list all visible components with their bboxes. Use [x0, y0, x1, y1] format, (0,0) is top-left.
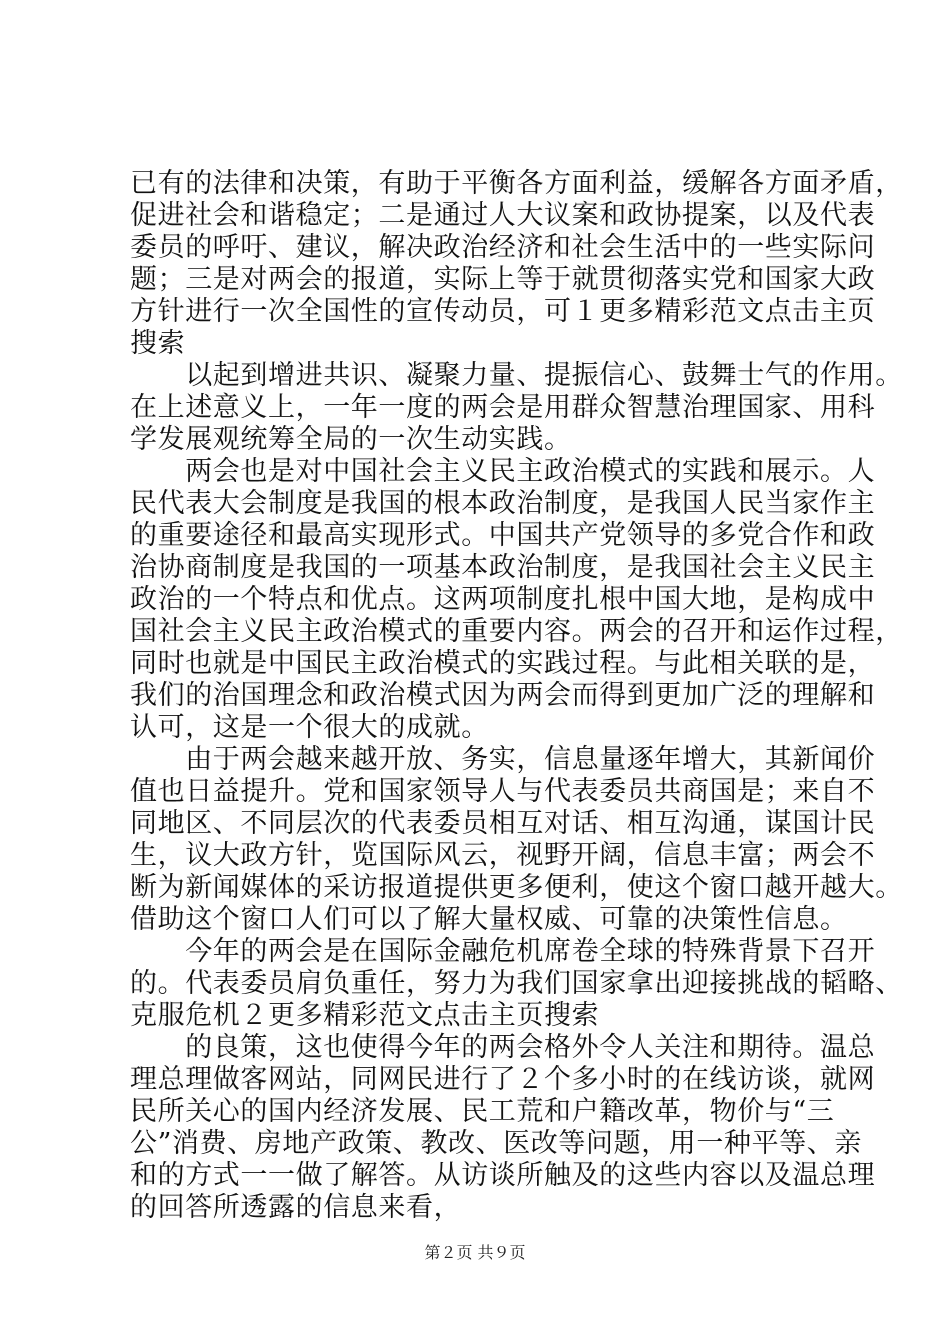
- text-line: 由于两会越来越开放、务实，信息量逐年增大，其新闻价: [130, 744, 876, 775]
- text-line: 同地区、不同层次的代表委员相互对话、相互沟通，谋国计民: [130, 808, 876, 839]
- text-line: 以起到增进共识、凝聚力量、提振信心、鼓舞士气的作用。: [130, 360, 903, 391]
- text-line: 和的方式一一做了解答。从访谈所触及的这些内容以及温总理: [130, 1160, 876, 1191]
- text-line: 搜索: [130, 328, 186, 359]
- text-line: 治协商制度是我国的一项基本政治制度，是我国社会主义民主: [130, 552, 876, 583]
- text-line: 在上述意义上，一年一度的两会是用群众智慧治理国家、用科: [130, 392, 876, 423]
- text-line: 的重要途径和最高实现形式。中国共产党领导的多党合作和政: [130, 520, 876, 551]
- text-line: 断为新闻媒体的采访报道提供更多便利，使这个窗口越开越大。: [130, 872, 903, 903]
- text-line: 生，议大政方针，览国际风云，视野开阔，信息丰富；两会不: [130, 840, 876, 871]
- text-line: 方针进行一次全国性的宣传动员，可１更多精彩范文点击主页: [130, 296, 876, 327]
- text-line: 我们的治国理念和政治模式因为两会而得到更加广泛的理解和: [130, 680, 876, 711]
- text-line: 同时也就是中国民主政治模式的实践过程。与此相关联的是，: [130, 648, 876, 679]
- text-line: 理总理做客网站，同网民进行了２个多小时的在线访谈，就网: [130, 1064, 876, 1095]
- text-line: 学发展观统筹全局的一次生动实践。: [130, 424, 572, 455]
- text-line: 促进社会和谐稳定；二是通过人大议案和政协提案，以及代表: [130, 200, 876, 231]
- text-line: 委员的呼吁、建议，解决政治经济和社会生活中的一些实际问: [130, 232, 876, 263]
- text-line: 民所关心的国内经济发展、民工荒和户籍改革，物价与“三: [130, 1096, 835, 1127]
- text-line: 值也日益提升。党和国家领导人与代表委员共商国是；来自不: [130, 776, 876, 807]
- text-line: 今年的两会是在国际金融危机席卷全球的特殊背景下召开: [130, 936, 876, 967]
- text-line: 的回答所透露的信息来看，: [130, 1192, 462, 1223]
- text-line: 政治的一个特点和优点。这两项制度扎根中国大地，是构成中: [130, 584, 876, 615]
- text-line: 两会也是对中国社会主义民主政治模式的实践和展示。人: [130, 456, 876, 487]
- text-line: 题；三是对两会的报道，实际上等于就贯彻落实党和国家大政: [130, 264, 876, 295]
- text-line: 公”消费、房地产政策、教改、医改等问题，用一种平等、亲: [130, 1128, 863, 1159]
- text-line: 的。代表委员肩负重任，努力为我们国家拿出迎接挑战的韬略、: [130, 968, 903, 999]
- text-line: 克服危机２更多精彩范文点击主页搜索: [130, 1000, 600, 1031]
- text-line: 国社会主义民主政治模式的重要内容。两会的召开和运作过程，: [130, 616, 903, 647]
- page-number-footer: 第２页 共９页: [424, 1243, 526, 1262]
- text-line: 的良策，这也使得今年的两会格外令人关注和期待。温总: [130, 1032, 876, 1063]
- text-line: 民代表大会制度是我国的根本政治制度，是我国人民当家作主: [130, 488, 876, 519]
- text-line: 认可，这是一个很大的成就。: [130, 712, 489, 743]
- text-line: 已有的法律和决策，有助于平衡各方面利益，缓解各方面矛盾，: [130, 168, 903, 199]
- document-body: [130, 168, 903, 1224]
- text-line: 借助这个窗口人们可以了解大量权威、可靠的决策性信息。: [130, 904, 848, 935]
